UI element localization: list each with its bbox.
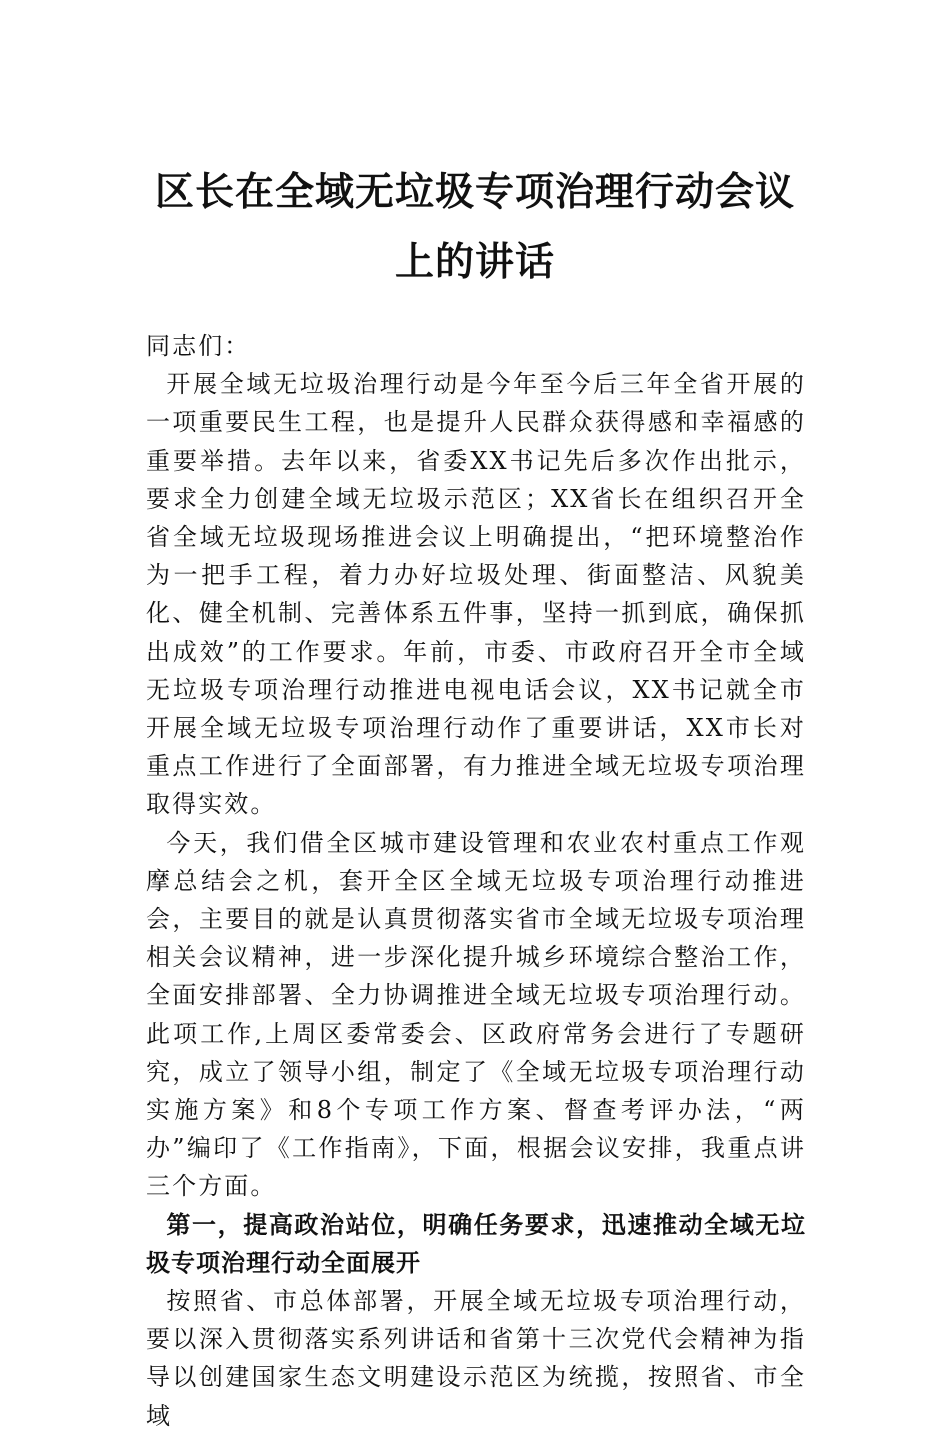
salutation: 同志们：	[146, 332, 251, 360]
document-body	[146, 327, 806, 1435]
section-heading: 第一，提高政治站位，明确任务要求，迅速推动全域无垃圾专项治理行动全面展开	[146, 1210, 806, 1277]
document-title: 区长在全域无垃圾专项治理行动会议上的讲话	[154, 170, 795, 285]
body-paragraph: 开展全域无垃圾治理行动是今年至今后三年全省开展的一项重要民生工程，也是提升人民群众获得感和幸福感的重要举措。去年以来，省委XX书记先后多次作出批示，要求全力创建全域无垃圾示范区；XX省长在组织召开全省全域无垃圾现场推进会议上明确提出，“把环境整治作为一把手工程，着力办好垃圾处理、街面整洁、风貌美化、健全机制、完善体系五件事，坚持一抓到底，确保抓出成效”的工作要求。年前，市委、市政府召开全市全域无垃圾专项治理行动推进电视电话会议，XX书记就全市开展全域无垃圾专项治理行动作了重要讲话，XX市长对重点工作进行了全面部署，有力推进全域无垃圾专项治理取得实效。	[146, 370, 806, 819]
body-paragraph: 今天，我们借全区城市建设管理和农业农村重点工作观摩总结会之机，套开全区全域无垃圾专项治理行动推进会，主要目的就是认真贯彻落实省市全域无垃圾专项治理相关会议精神，进一步深化提升城乡环境综合整治工作，全面安排部署、全力协调推进全域无垃圾专项治理行动。此项工作,上周区委常委会、区政府常务会进行了专题研究，成立了领导小组，制定了《全域无垃圾专项治理行动实施方案》和8个专项工作方案、督查考评办法，“两办”编印了《工作指南》，下面，根据会议安排，我重点讲三个方面。	[146, 828, 806, 1201]
section-paragraph: 按照省、市总体部署，开展全域无垃圾专项治理行动，要以深入贯彻落实系列讲话和省第十三次党代会精神为指导以创建国家生态文明建设示范区为统揽，按照省、市全域	[146, 1287, 806, 1430]
